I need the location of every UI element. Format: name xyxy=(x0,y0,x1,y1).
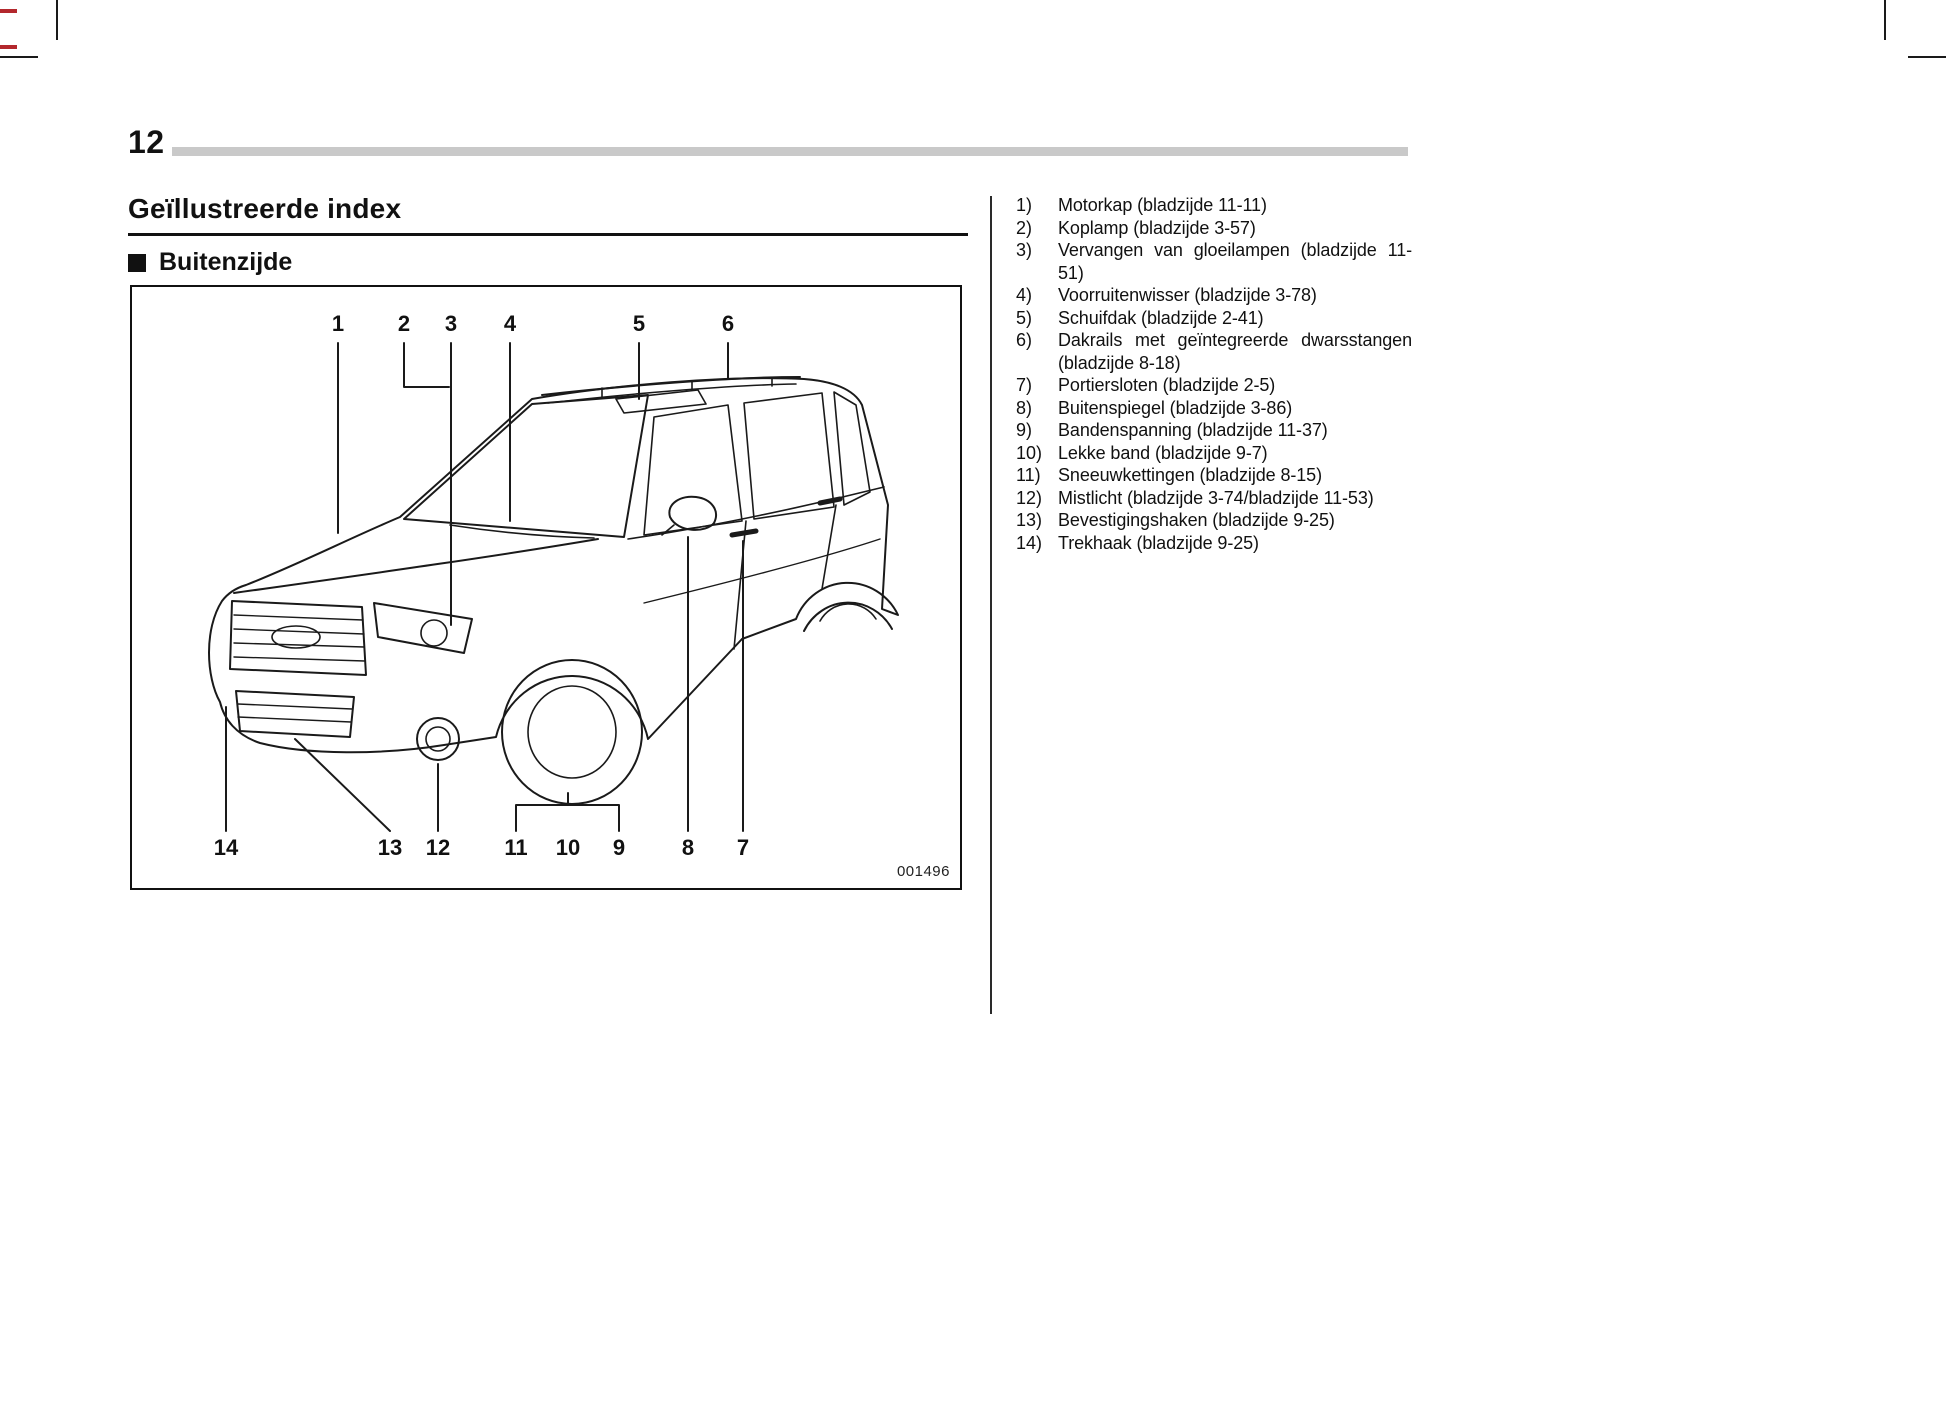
legend-item-number: 12) xyxy=(1016,487,1043,508)
legend-item xyxy=(1016,194,1412,217)
callout-number: 11 xyxy=(504,835,528,860)
legend-item-number: 8) xyxy=(1016,397,1033,418)
callout-number: 1 xyxy=(331,311,345,336)
section-heading xyxy=(128,248,292,277)
legend-item xyxy=(1016,397,1412,420)
callout-number: 6 xyxy=(721,311,735,336)
crop-mark-top-left-horizontal xyxy=(0,56,38,58)
registration-mark-red-2 xyxy=(0,45,17,49)
legend-item-text: Lekke band (bladzijde 9-7) xyxy=(1058,442,1268,463)
square-bullet-icon xyxy=(128,254,146,272)
legend-item-text: Koplamp (bladzijde 3-57) xyxy=(1058,217,1256,238)
header-rule-bar xyxy=(172,147,1408,156)
title-underline xyxy=(128,233,968,236)
legend-item-number: 6) xyxy=(1016,330,1033,350)
legend-item-text: Sneeuwkettingen (bladzijde 8-15) xyxy=(1058,465,1322,485)
legend-item-number: 13) xyxy=(1016,510,1043,530)
page-title: Geïllustreerde index xyxy=(128,193,402,224)
crop-mark-top-left-vertical xyxy=(56,0,58,40)
legend-item-number: 1) xyxy=(1016,195,1033,215)
callout-number: 14 xyxy=(213,835,239,860)
figure-box xyxy=(130,285,962,890)
legend-item xyxy=(1016,419,1412,442)
callout-leader-lines xyxy=(226,343,743,831)
page-number: 12 xyxy=(128,124,165,160)
legend-item-text: Bevestigingshaken (bladzijde 9-25) xyxy=(1058,510,1335,530)
legend-item-text: Bandenspanning (bladzijde 11-37) xyxy=(1058,420,1328,440)
figure-code: 001496 xyxy=(896,863,950,880)
legend-item-number: 10) xyxy=(1016,442,1043,463)
legend-item xyxy=(1016,487,1412,510)
callout-number: 9 xyxy=(612,835,626,860)
legend-item xyxy=(1016,442,1412,465)
legend-item-text: Trekhaak (bladzijde 9-25) xyxy=(1058,532,1259,553)
callout-number: 4 xyxy=(503,311,517,336)
legend-list xyxy=(1016,194,1412,554)
callout-number: 10 xyxy=(555,835,581,860)
legend-item-text: Dakrails met geïntegreerde dwarsstangen (bladzijde 8-18) xyxy=(1058,330,1412,373)
legend-item xyxy=(1016,464,1412,487)
legend-item-number: 11) xyxy=(1016,465,1041,485)
legend-item-number: 5) xyxy=(1016,307,1033,328)
legend-item-number: 7) xyxy=(1016,375,1033,395)
callout-number: 13 xyxy=(377,835,403,860)
section-title: Buitenzijde xyxy=(159,248,293,276)
callout-number: 12 xyxy=(425,835,451,860)
legend-item xyxy=(1016,239,1412,284)
legend-item-number: 4) xyxy=(1016,285,1033,305)
legend-item-text: Buitenspiegel (bladzijde 3-86) xyxy=(1058,397,1293,418)
car-line-drawing xyxy=(132,287,960,888)
legend-item-text: Schuifdak (bladzijde 2-41) xyxy=(1058,307,1264,328)
legend-item xyxy=(1016,284,1412,307)
legend-item-number: 3) xyxy=(1016,240,1033,260)
crop-mark-top-right-vertical xyxy=(1884,0,1886,40)
legend-item xyxy=(1016,374,1412,397)
legend-item-text: Portiersloten (bladzijde 2-5) xyxy=(1058,375,1276,395)
legend-item xyxy=(1016,307,1412,330)
legend-item-text: Voorruitenwisser (bladzijde 3-78) xyxy=(1058,285,1317,305)
legend-item xyxy=(1016,509,1412,532)
legend-item-text: Vervangen van gloeilampen (bladzijde 11-51) xyxy=(1058,240,1412,283)
legend-item-text: Mistlicht (bladzijde 3-74/bladzijde 11-53) xyxy=(1058,487,1374,508)
column-divider xyxy=(990,196,992,1014)
legend-item-number: 2) xyxy=(1016,217,1033,238)
legend-item-number: 9) xyxy=(1016,420,1033,440)
legend-item xyxy=(1016,217,1412,240)
legend-item xyxy=(1016,329,1412,374)
legend-item-number: 14) xyxy=(1016,532,1043,553)
callout-number: 2 xyxy=(397,311,411,336)
registration-mark-red-1 xyxy=(0,9,17,13)
callout-number: 5 xyxy=(632,311,646,336)
callout-number: 8 xyxy=(681,835,695,860)
legend-item-text: Motorkap (bladzijde 11-11) xyxy=(1058,195,1267,215)
callout-number: 3 xyxy=(444,311,458,336)
legend-item xyxy=(1016,532,1412,555)
crop-mark-top-right-horizontal xyxy=(1908,56,1946,58)
callout-number: 7 xyxy=(736,835,750,860)
